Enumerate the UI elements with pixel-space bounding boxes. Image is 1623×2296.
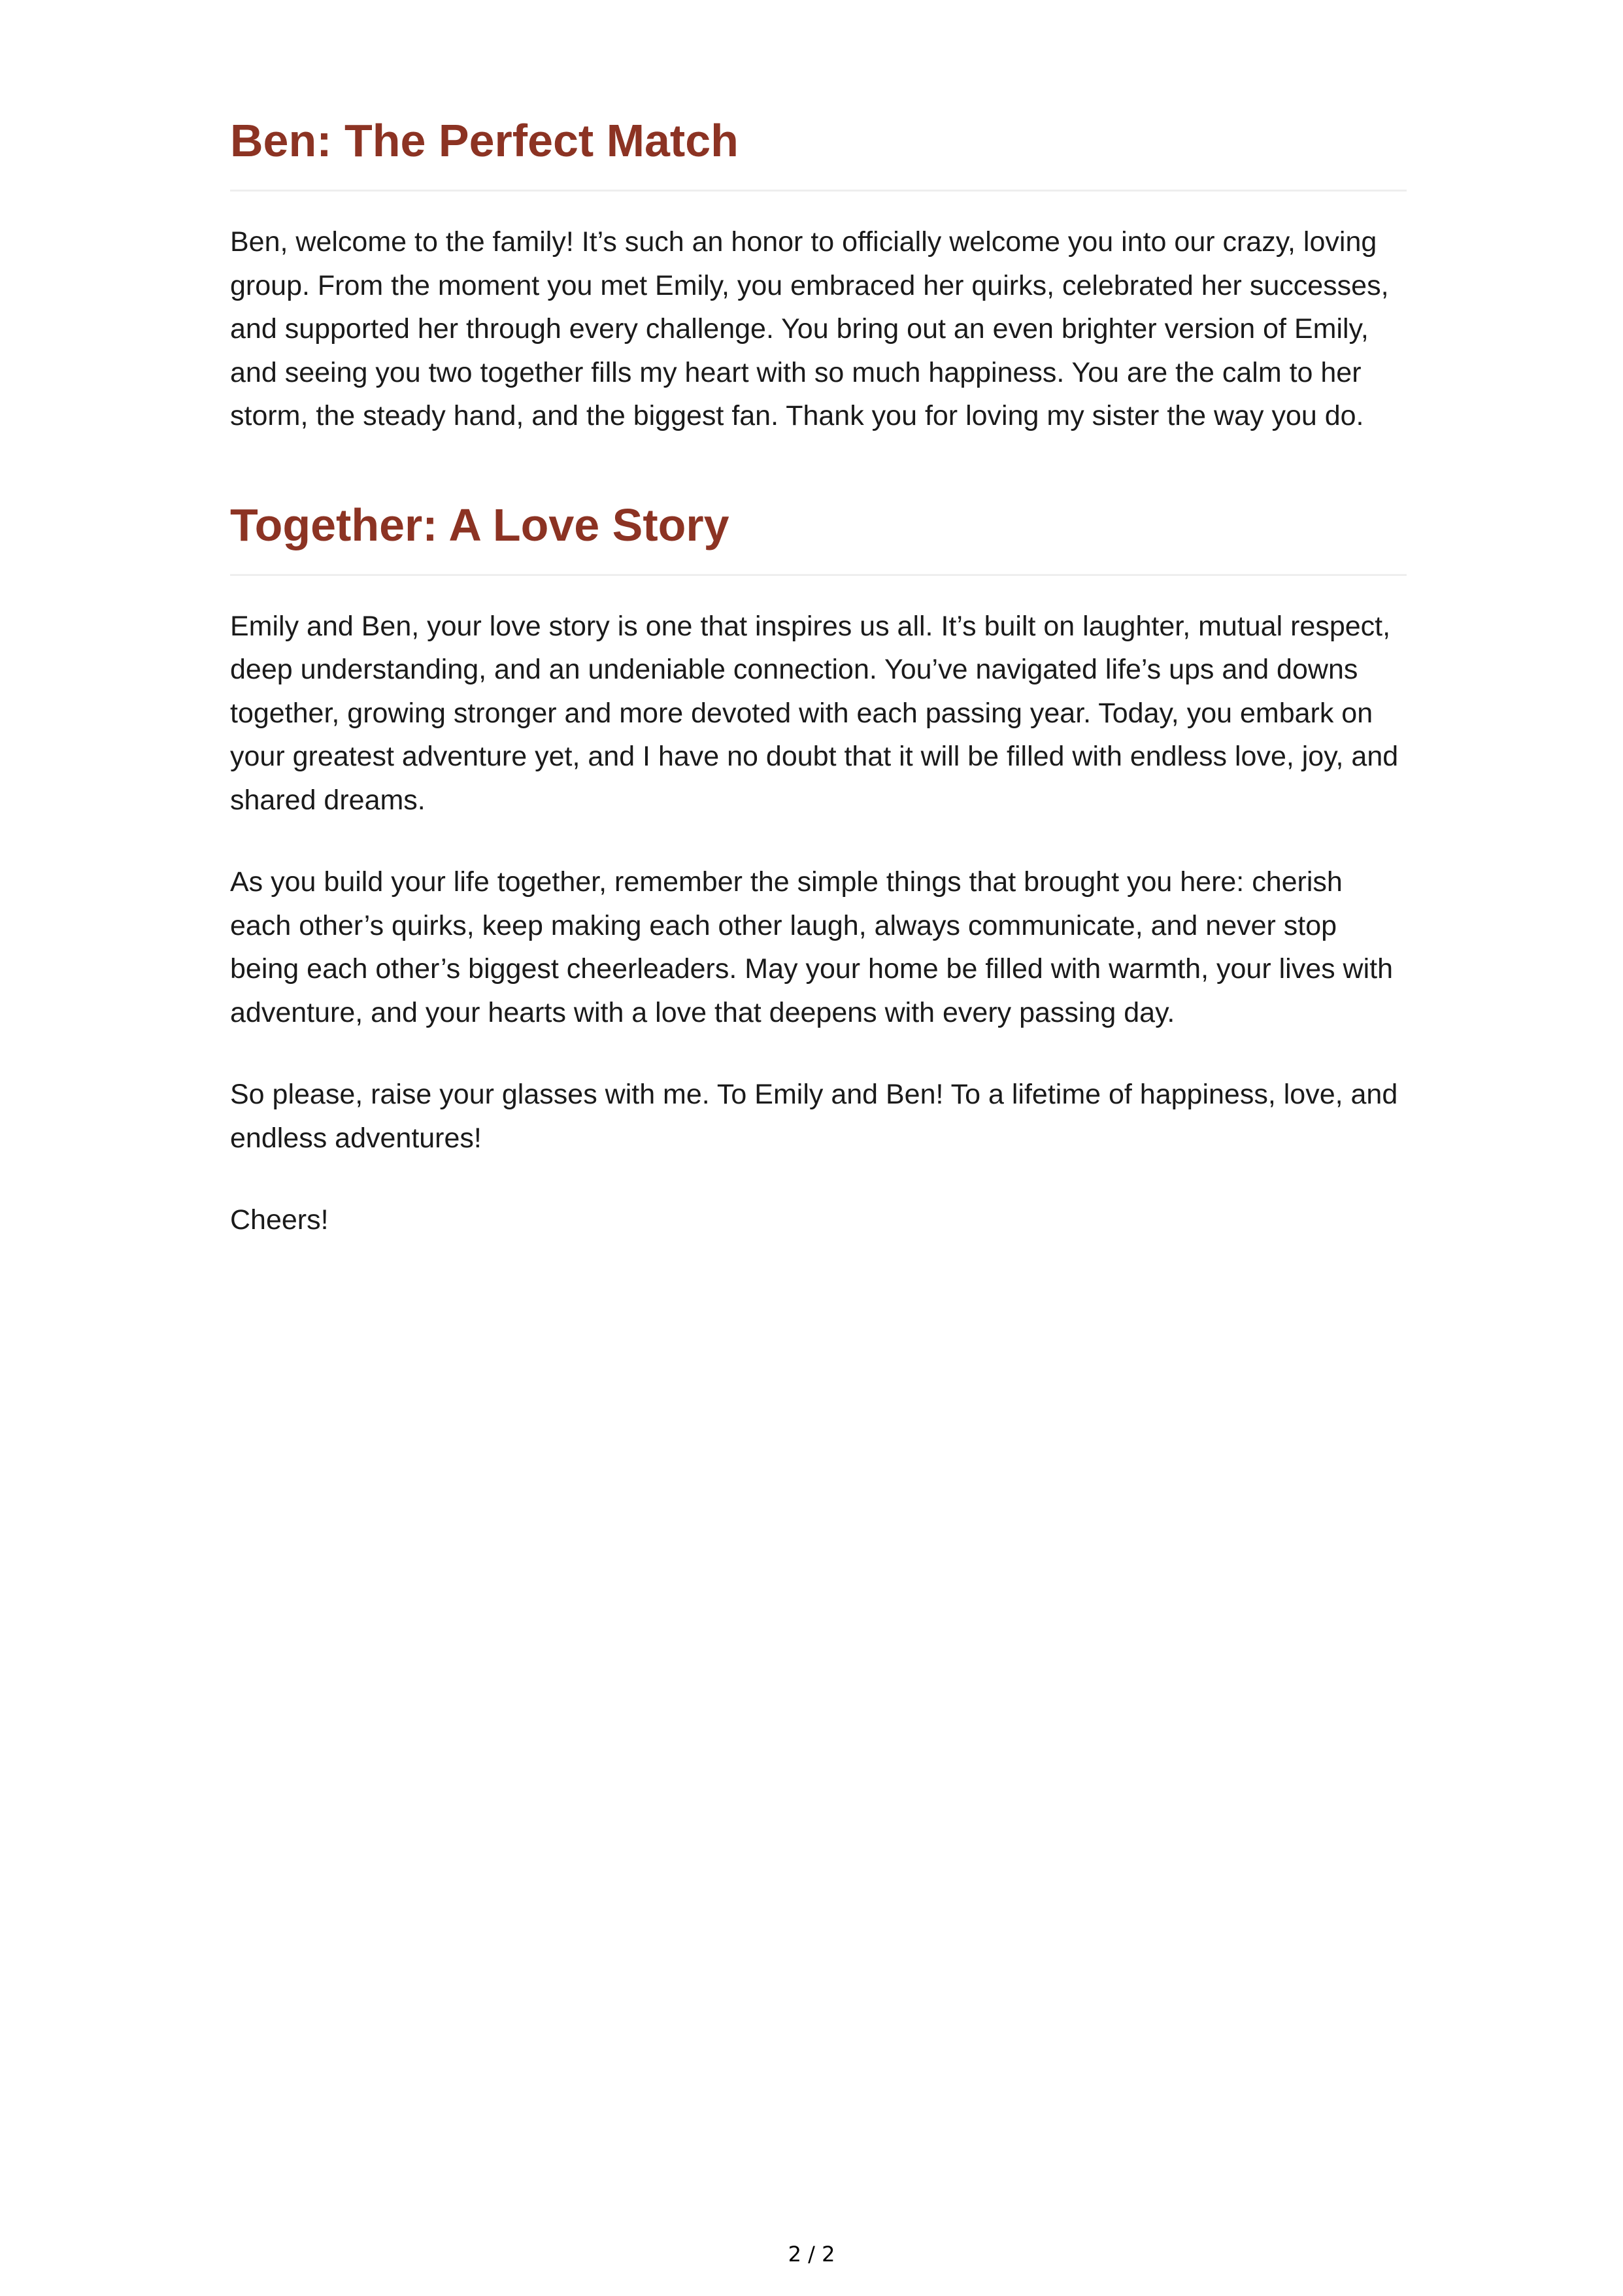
section-love-story [230,496,1407,1242]
paragraph: Ben, welcome to the family! It’s such an honor to officially welcome you into our crazy, loving group. From the moment you met Emily, you embraced her quirks, celebrated her successes, and supported her through every challenge. You bring out an even brighter version of Emily, and seeing you two together fills my heart with so much happiness. You are the calm to her storm, the steady hand, and the biggest fan. Thank you for loving my sister the way you do. [230,226,1389,431]
page-number: 2 / 2 [788,2242,835,2267]
paragraph: So please, raise your glasses with me. To Emily and Ben! To a lifetime of happiness, love, and endless adventures! [230,1079,1398,1154]
section-perfect-match [230,111,1407,438]
section-heading: Ben: The Perfect Match [230,111,1407,192]
paragraph: Cheers! [230,1204,329,1236]
paragraph: As you build your life together, remember the simple things that brought you here: cherish each other’s quirks, keep making each other laugh, always communicate, and never stop being each other’s biggest cheerleaders. May your home be filled with warmth, your lives with adventure, and your hearts with a love that deepens with every passing day. [230,866,1394,1028]
section-heading: Together: A Love Story [230,496,1407,576]
paragraph: Emily and Ben, your love story is one that inspires us all. It’s built on laughter, mutual respect, deep understanding, and an undeniable connection. You’ve navigated life’s ups and downs together, growing stronger and more devoted with each passing year. Today, you embark on your greatest adventure yet, and I have no doubt that it will be filled with endless love, joy, and shared dreams. [230,610,1399,816]
document-body [230,111,1407,1242]
